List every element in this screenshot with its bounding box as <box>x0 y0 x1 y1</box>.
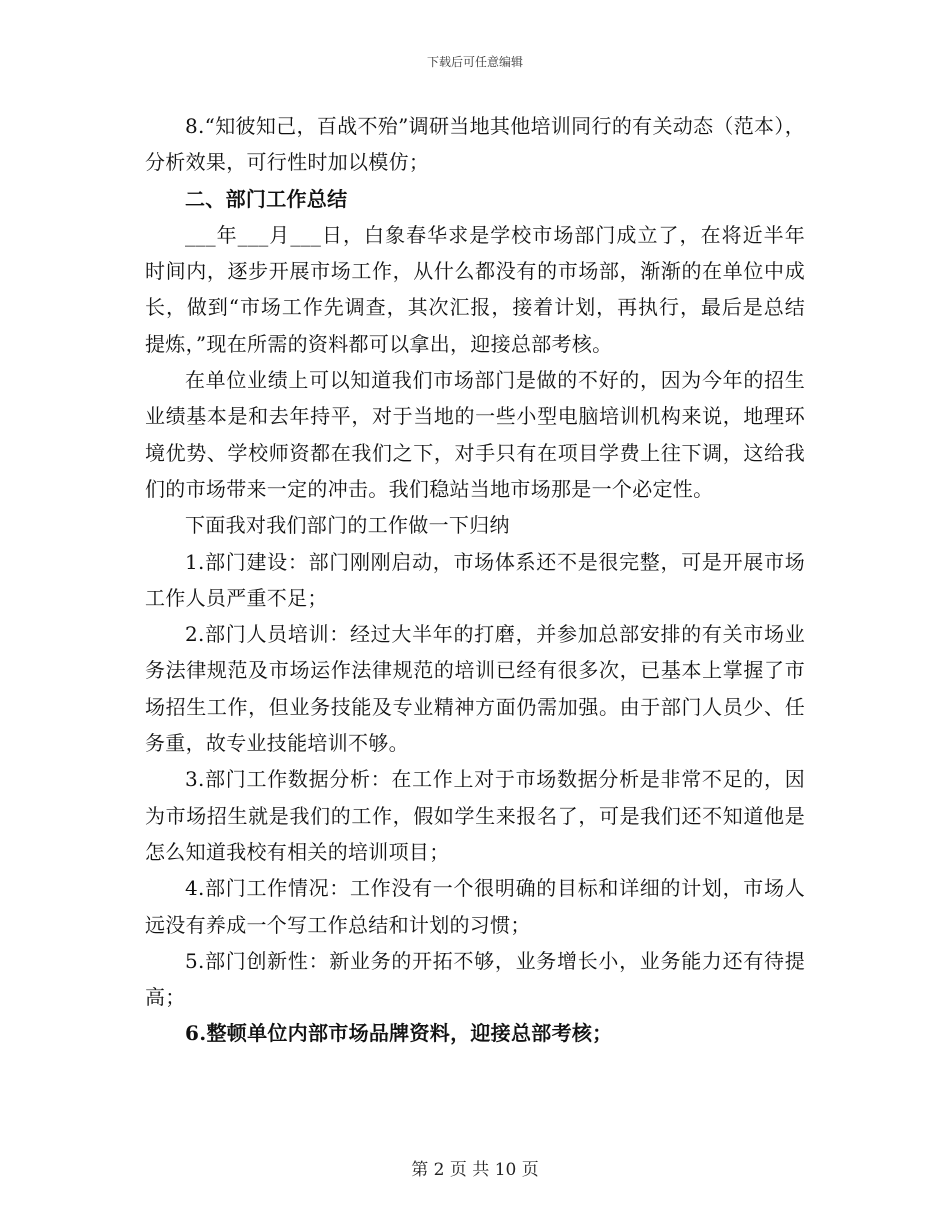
paragraph-item-3: 3.部门工作数据分析：在工作上对于市场数据分析是非常不足的，因为市场招生就是我们的工作，假如学生来报名了，可是我们还不知道他是怎么知道我校有相关的培训项目； <box>145 767 805 864</box>
page-number: 第 2 页 共 10 页 <box>411 1160 539 1180</box>
paragraph-item-1: 1.部门建设：部门刚刚启动，市场体系还不是很完整，可是开展市场工作人员严重不足； <box>145 549 805 610</box>
paragraph-item-4: 4.部门工作情况：工作没有一个很明确的目标和详细的计划，市场人远没有养成一个写工作总结和计划的习惯； <box>145 876 805 937</box>
document-body <box>145 108 805 1052</box>
paragraph-intro: ___年___月___日，白象春华求是学校市场部门成立了，在将近半年时间内，逐步开展市场工作，从什么都没有的市场部，渐渐的在单位中成长，做到“市场工作先调查，其次汇报，接着计划，再执行，最后是总结提炼，”现在所需的资料都可以拿出，迎接总部考核。 <box>145 222 805 356</box>
paragraph-item-5: 5.部门创新性：新业务的开拓不够，业务增长小，业务能力还有待提高； <box>145 948 805 1010</box>
paragraph-summary-lead: 下面我对我们部门的工作做一下归纳 <box>185 513 510 538</box>
paragraph-item-6: 6.整顿单位内部市场品牌资料，迎接总部考核； <box>185 1021 613 1046</box>
paragraph-performance: 在单位业绩上可以知道我们市场部门是做的不好的，因为今年的招生业绩基本是和去年持平，对于当地的一些小型电脑培训机构来说，地理环境优势、学校师资都在我们之下，对手只有在项目学费上往下调，这给我们的市场带来一定的冲击。我们稳站当地市场那是一个必定性。 <box>145 368 805 501</box>
paragraph-item-2: 2.部门人员培训：经过大半年的打磨，并参加总部安排的有关市场业务法律规范及市场运作法律规范的培训已经有很多次，已基本上掌握了市场招生工作，但业务技能及专业精神方面仍需加强。由于部门人员少、任务重，故专业技能培训不够。 <box>145 622 805 756</box>
section-heading: 二、部门工作总结 <box>185 186 348 211</box>
paragraph-item-8: 8.“知彼知己，百战不殆”调研当地其他培训同行的有关动态（范本），分析效果，可行性时加以模仿； <box>145 114 805 175</box>
header-note: 下载后可任意编辑 <box>426 55 523 69</box>
